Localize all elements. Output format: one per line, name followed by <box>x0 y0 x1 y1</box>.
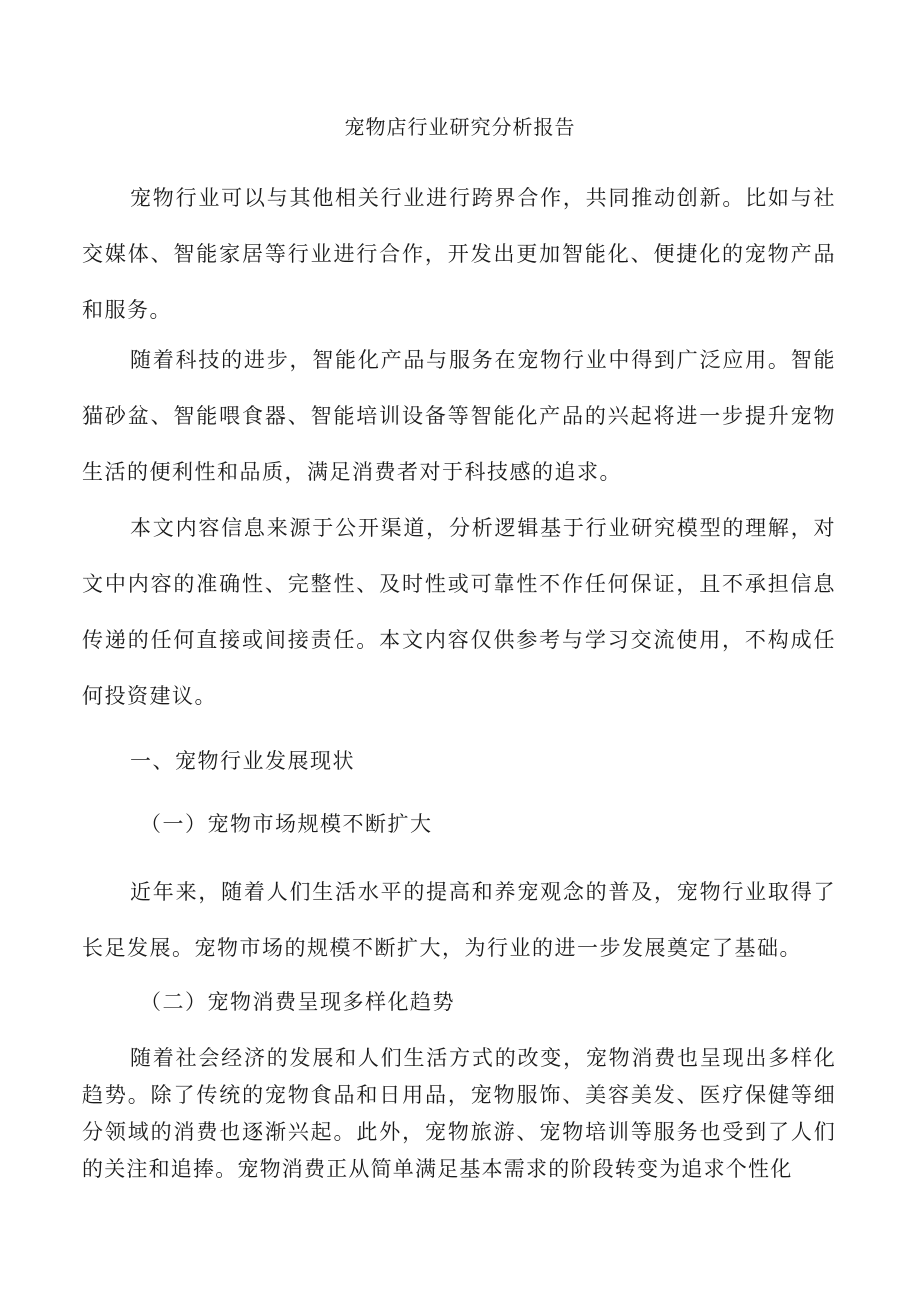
section-heading: 一、宠物行业发展现状 <box>130 749 355 773</box>
subsection-paragraph-1: 近年来，随着人们生活水平的提高和养宠观念的普及，宠物行业取得了长足发展。宠物市场的规模不断扩大，为行业的进一步发展奠定了基础。 <box>82 880 836 960</box>
intro-paragraph-2: 随着科技的进步，智能化产品与服务在宠物行业中得到广泛应用。智能猫砂盆、智能喂食器、智能培训设备等智能化产品的兴起将进一步提升宠物生活的便利性和品质，满足消费者对于科技感的追求。 <box>82 348 836 484</box>
subsection-heading-1: （一）宠物市场规模不断扩大 <box>140 812 433 836</box>
subsection-paragraph-2: 随着社会经济的发展和人们生活方式的改变，宠物消费也呈现出多样化趋势。除了传统的宠物食品和日用品，宠物服饰、美容美发、医疗保健等细分领域的消费也逐渐兴起。此外，宠物旅游、宠物培训等服务也受到了人们的关注和追捧。宠物消费正从简单满足基本需求的阶段转变为追求个性化 <box>82 1046 836 1181</box>
page-title: 宠物店行业研究分析报告 <box>344 115 576 139</box>
intro-paragraph-1: 宠物行业可以与其他相关行业进行跨界合作，共同推动创新。比如与社交媒体、智能家居等行业进行合作，开发出更加智能化、便捷化的宠物产品和服务。 <box>82 186 836 322</box>
subsection-heading-2: （二）宠物消费呈现多样化趋势 <box>140 990 455 1014</box>
disclaimer-paragraph: 本文内容信息来源于公开渠道，分析逻辑基于行业研究模型的理解，对文中内容的准确性、完整性、及时性或可靠性不作任何保证，且不承担信息传递的任何直接或间接责任。本文内容仅供参考与学习交流使用，不构成任何投资建议。 <box>82 516 836 708</box>
